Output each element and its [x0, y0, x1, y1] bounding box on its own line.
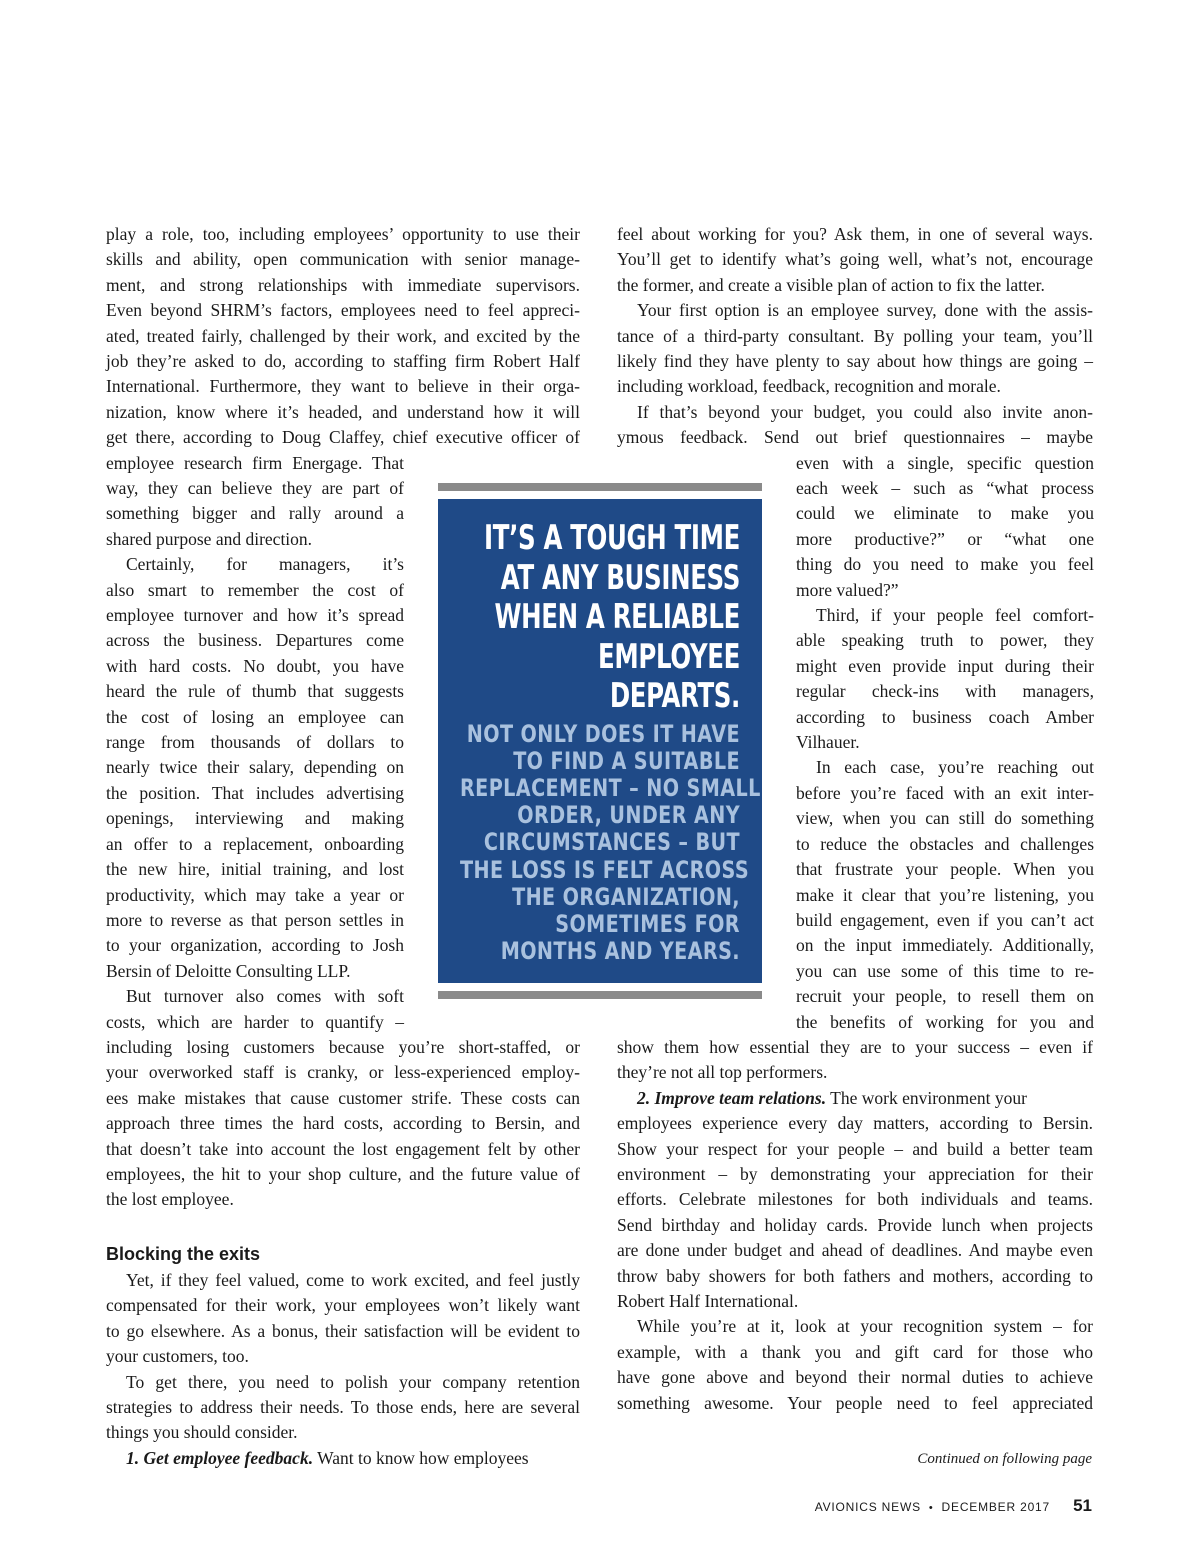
- text-line: REPLACEMENT – NO SMALL: [460, 773, 761, 802]
- right-column-wrap: [796, 451, 1094, 1035]
- issue-date: DECEMBER 2017: [941, 1500, 1050, 1514]
- text-line: to go elsewhere. As a bonus, their satisfaction will be evident to: [106, 1320, 580, 1341]
- pull-quote: [438, 483, 762, 999]
- text-line: with hard costs. No doubt, you have: [106, 655, 404, 676]
- text-line: heard the rule of thumb that suggests: [106, 681, 404, 702]
- runin-get-employee-feedback: 1. Get employee feedback.: [126, 1447, 314, 1468]
- text-line: an offer to a replacement, onboarding: [106, 833, 404, 854]
- text-line: that frustrate your people. When you: [796, 859, 1094, 880]
- text-line: Certainly, for managers, it’s: [126, 554, 404, 575]
- text-line: the benefits of working for you and: [796, 1011, 1094, 1032]
- text-line: make it clear that you’re listening, you: [796, 884, 1094, 905]
- text-line: that doesn’t take into account the lost engagement felt by other: [106, 1138, 580, 1159]
- right-column-bottom: [617, 1035, 1093, 1416]
- text-line: the position. That includes advertising: [106, 782, 404, 803]
- text-line: You’ll get to identify what’s going well, what’s not, encourage: [617, 249, 1093, 270]
- right-p4-narrow: [796, 603, 1094, 755]
- runin-improve-team-relations: 2. Improve team relations.: [637, 1087, 827, 1108]
- text-line: productivity, which may take a year or: [106, 884, 404, 905]
- text-line: Yet, if they feel valued, come to work excited, and feel justly: [126, 1270, 580, 1290]
- text-line: environment – by demonstrating your appreciation for their: [617, 1164, 1093, 1185]
- left-p4: [106, 1268, 580, 1370]
- text-line: strategies to address their needs. To those ends, here are several: [106, 1397, 580, 1418]
- footer-separator: •: [928, 1502, 934, 1514]
- text-line: DEPARTS.: [609, 676, 740, 716]
- text-line: across the business. Departures come: [106, 630, 404, 651]
- pull-quote-top-bar: [438, 483, 762, 491]
- right-p1: [617, 222, 1093, 298]
- text-line: they’re not all top performers.: [617, 1062, 828, 1083]
- text-line: things you should consider.: [106, 1422, 298, 1443]
- text-line: If that’s beyond your budget, you could also invite anon-: [637, 401, 1093, 422]
- text-line: SOMETIMES FOR: [555, 909, 740, 938]
- text-line: including workload, feedback, recognition and morale.: [617, 376, 1001, 397]
- text-line: job they’re asked to do, according to staffing firm Robert Half: [106, 351, 580, 372]
- text-line: shared purpose and direction.: [106, 528, 313, 549]
- continued-note: Continued on following page: [917, 1451, 1092, 1467]
- text-line: something awesome. Your people need to feel appreciated: [617, 1392, 1093, 1413]
- right-p6: [617, 1111, 1093, 1314]
- text-line: employee research firm Energage. That: [106, 452, 404, 473]
- text-line: ymous feedback. Send out brief questionnaires – maybe: [617, 427, 1093, 448]
- pull-quote-headline: [458, 519, 740, 717]
- text-line: Vilhauer.: [796, 732, 860, 753]
- text-line: show them how essential they are to your success – even if: [617, 1037, 1093, 1057]
- left-column-wrap-1: [106, 451, 404, 1035]
- left-p1-wide: [106, 222, 580, 451]
- text-line: THE LOSS IS FELT ACROSS: [460, 855, 750, 884]
- text-line: compensated for their work, your employees won’t likely want: [106, 1295, 580, 1316]
- text-line: throw baby showers for both fathers and mothers, according to: [617, 1265, 1093, 1286]
- left-column-bottom: [106, 1035, 580, 1213]
- text-line: ated, treated fairly, challenged by their work, and excited by the: [106, 325, 580, 346]
- text-line: employees, the hit to your shop culture, and the future value of: [106, 1164, 580, 1185]
- text-line: While you’re at it, look at your recognition system – for: [637, 1316, 1093, 1337]
- text-line: feel about working for you? Ask them, in one of several ways.: [617, 224, 1093, 244]
- text-line: to your organization, according to Josh: [106, 935, 404, 956]
- text-line: way, they can believe they are part of: [106, 478, 404, 498]
- text-line: TO FIND A SUITABLE: [513, 746, 740, 775]
- text-line: view, when you can still do something: [796, 808, 1094, 829]
- text-line: are done under budget and ahead of deadlines. And maybe even: [617, 1240, 1093, 1261]
- text-line: CIRCUMSTANCES – BUT: [483, 828, 740, 857]
- text-line: Robert Half International.: [617, 1291, 799, 1312]
- text-line: nearly twice their salary, depending on: [106, 757, 404, 778]
- text-line: recruit your people, to resell them on: [796, 986, 1094, 1007]
- text-line: also smart to remember the cost of: [106, 579, 404, 600]
- left-column-after-heading: [106, 1268, 580, 1471]
- left-column-top: [106, 222, 580, 451]
- left-p3-wide: [106, 1035, 580, 1213]
- publication-name: AVIONICS NEWS: [814, 1500, 921, 1514]
- text-line: efforts. Celebrate milestones for both individuals and teams.: [617, 1189, 1093, 1210]
- text-line: ees make mistakes that cause customer strife. These costs can: [106, 1087, 580, 1108]
- text-line: regular check-ins with managers,: [796, 681, 1094, 702]
- right-p2: [617, 298, 1093, 400]
- text-line: range from thousands of dollars to: [106, 732, 404, 753]
- right-p6-first-line: 2. Improve team relations. The work environment your: [637, 1087, 1027, 1108]
- pull-quote-bottom-bar: [438, 991, 762, 999]
- text-line: But turnover also comes with soft: [126, 986, 404, 1007]
- text-line: the former, and create a visible plan of action to fix the latter.: [617, 274, 1045, 295]
- text-line: thing do you need to make you feel: [796, 554, 1094, 575]
- text-line: Send birthday and holiday cards. Provide lunch when projects: [617, 1214, 1093, 1235]
- text-line: more valued?”: [796, 579, 899, 600]
- text-line: NOT ONLY DOES IT HAVE: [466, 719, 740, 748]
- page-number: 51: [1073, 1496, 1092, 1515]
- text-line: more to reverse as that person settles in: [106, 909, 404, 930]
- text-line: before you’re faced with an exit inter-: [796, 782, 1094, 803]
- text-line: To get there, you need to polish your company retention: [126, 1371, 580, 1392]
- right-p3-narrow: [796, 451, 1094, 603]
- page-footer: [815, 1500, 1050, 1514]
- text-line: more productive?” or “what one: [796, 528, 1094, 549]
- text-line: your customers, too.: [106, 1346, 249, 1367]
- left-p5: [106, 1370, 580, 1446]
- text-line: your overworked staff is cranky, or less-experienced employ-: [106, 1062, 580, 1083]
- text-line: skills and ability, open communication with senior manage-: [106, 249, 580, 270]
- text-line: employee turnover and how it’s spread: [106, 605, 404, 626]
- text-line: Third, if your people feel comfort-: [816, 605, 1094, 626]
- text-line: likely find they have plenty to say about how things are going –: [617, 351, 1093, 372]
- text-line: even with a single, specific question: [796, 452, 1094, 473]
- section-heading-blocking-exits: Blocking the exits: [106, 1244, 261, 1264]
- text-line: tance of a third-party consultant. By polling your team, you’ll: [617, 325, 1093, 346]
- text-line: including losing customers because you’re short-staffed, or: [106, 1037, 580, 1057]
- text-line: MONTHS AND YEARS.: [500, 937, 740, 966]
- text-line: approach three times the hard costs, according to Bersin, and: [106, 1113, 580, 1134]
- text-line: something bigger and rally around a: [106, 503, 404, 524]
- text-line: nization, know where it’s headed, and understand how it will: [106, 401, 580, 422]
- pull-quote-subtext: [460, 719, 761, 966]
- text-line: according to business coach Amber: [796, 706, 1094, 727]
- text-line: Bersin of Deloitte Consulting LLP.: [106, 960, 351, 981]
- text-line: In each case, you’re reaching out: [816, 757, 1094, 778]
- text-line: the lost employee.: [106, 1189, 234, 1210]
- text-line: IT’S A TOUGH TIME: [484, 518, 740, 558]
- text-line: ment, and strong relationships with immediate supervisors.: [106, 274, 580, 295]
- text-line: WHEN A RELIABLE: [494, 597, 740, 637]
- text-line: have gone above and beyond their normal duties to achieve: [617, 1367, 1093, 1388]
- text-line: on the input immediately. Additionally,: [796, 935, 1094, 956]
- text-line: play a role, too, including employees’ opportunity to use their: [106, 224, 580, 244]
- text-line: the cost of losing an employee can: [106, 706, 404, 727]
- text-line: Even beyond SHRM’s factors, employees need to feel appreci-: [106, 300, 580, 321]
- left-p6: 1. Get employee feedback. Want to know how employees: [126, 1447, 529, 1468]
- right-p5-wide: [617, 1035, 1093, 1086]
- text-line: able speaking truth to power, they: [796, 630, 1094, 651]
- text-line: you can use some of this time to re-: [796, 960, 1094, 981]
- text-line: get there, according to Doug Claffey, chief executive officer of: [106, 427, 580, 448]
- pull-quote-box: [438, 499, 762, 983]
- left-p3-narrow: [106, 984, 404, 1035]
- text-line: example, with a thank you and gift card for those who: [617, 1341, 1093, 1362]
- text-line: could we eliminate to make you: [796, 503, 1094, 524]
- text-line: ORDER, UNDER ANY: [517, 801, 740, 830]
- text-line: EMPLOYEE: [598, 636, 740, 677]
- right-p5-narrow: [796, 755, 1094, 1034]
- text-line: the new hire, initial training, and lost: [106, 859, 404, 880]
- text-line: AT ANY BUSINESS: [500, 557, 740, 598]
- right-column-top: [617, 222, 1093, 451]
- left-p2-narrow: [106, 552, 404, 984]
- right-p3-wide: [617, 400, 1093, 451]
- text-line: build engagement, even if you can’t act: [796, 909, 1094, 930]
- text-line: costs, which are harder to quantify –: [106, 1011, 404, 1032]
- text-line: THE ORGANIZATION,: [512, 882, 740, 911]
- right-p7: [617, 1314, 1093, 1416]
- text-line: Show your respect for your people – and build a better team: [617, 1138, 1093, 1159]
- left-p1-narrow: [106, 451, 404, 553]
- text-line: each week – such as “what process: [796, 478, 1094, 498]
- text-line: might even provide input during their: [796, 655, 1094, 676]
- text-line: to reduce the obstacles and challenges: [796, 833, 1094, 854]
- text-line: openings, interviewing and making: [106, 808, 404, 829]
- text-line: employees experience every day matters, according to Bersin.: [617, 1113, 1093, 1134]
- text-line: International. Furthermore, they want to believe in their orga-: [106, 376, 580, 397]
- text-line: Your first option is an employee survey, done with the assis-: [637, 300, 1093, 321]
